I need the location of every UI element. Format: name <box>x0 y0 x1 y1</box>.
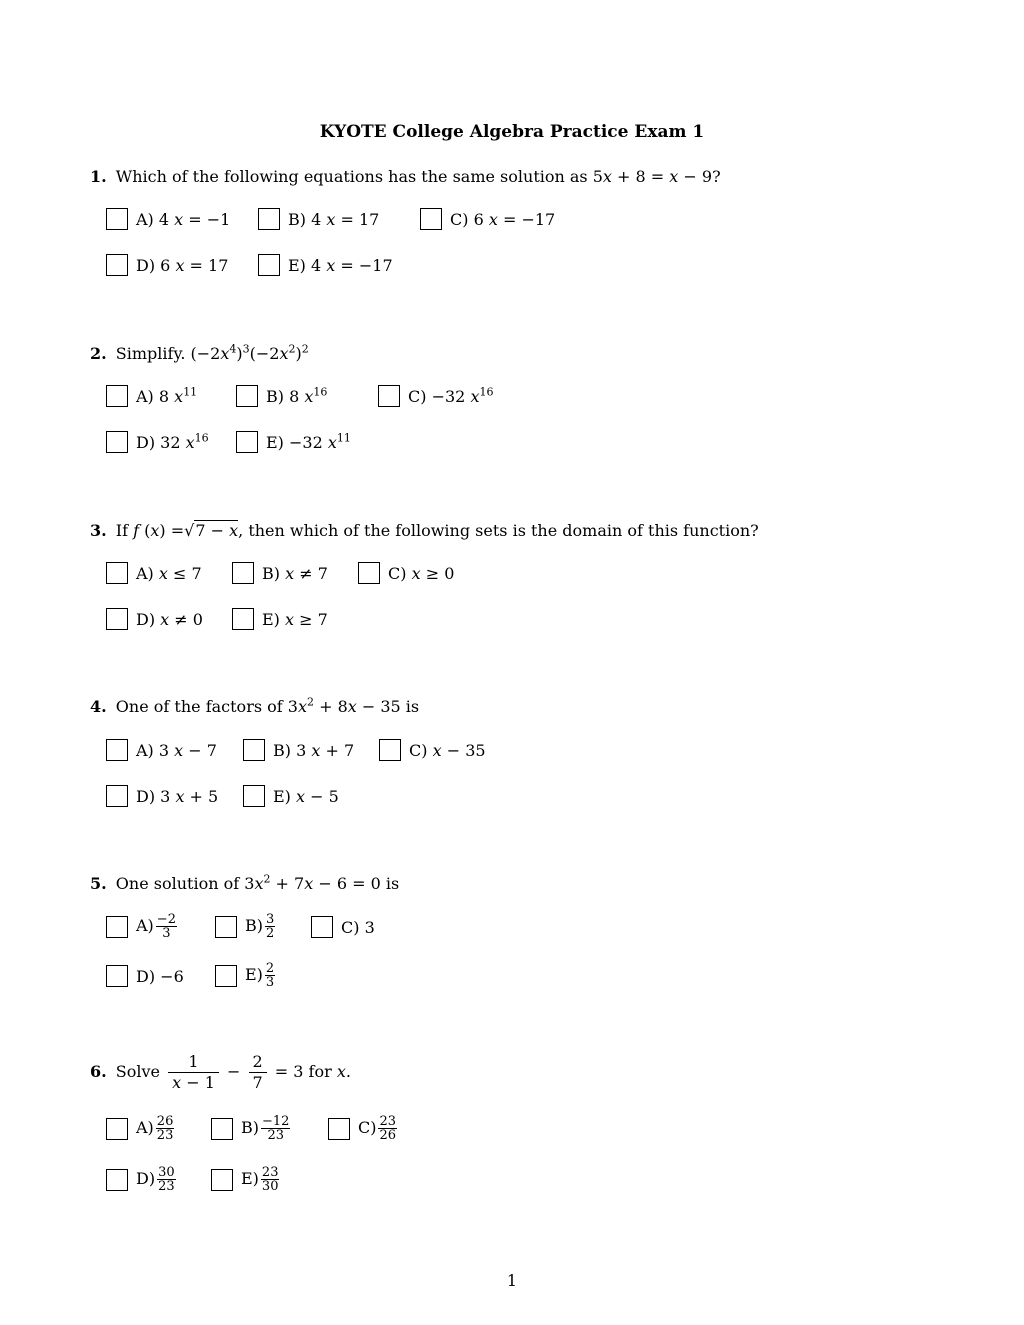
option-label: D) −6 <box>136 967 184 986</box>
option-label: E) $\frac{2}{3}$ <box>245 961 275 990</box>
answer-checkbox[interactable] <box>379 739 401 761</box>
answer-checkbox[interactable] <box>211 1169 233 1191</box>
question-number: 5. <box>90 874 107 893</box>
fraction: $\frac{23}{30}$ <box>261 1165 279 1194</box>
question-number: 6. <box>90 1062 107 1081</box>
answer-checkbox[interactable] <box>106 785 128 807</box>
answer-checkbox[interactable] <box>236 431 258 453</box>
option-label: A) 4 x = −1 <box>136 210 231 229</box>
answer-checkbox[interactable] <box>106 916 128 938</box>
option-label: A) x ≤ 7 <box>136 564 202 583</box>
prompt-text: + 8 = <box>611 167 670 186</box>
prompt-text: − 9? <box>678 167 721 186</box>
question-prompt: 5. One solution of $3x^2 + 7x - 6 = 0$ is <box>90 872 400 893</box>
prompt-var: x <box>669 167 679 186</box>
option-label: A) 8 $x^{11}$ <box>136 385 198 406</box>
answer-checkbox[interactable] <box>106 431 128 453</box>
fraction: $\frac{26}{23}$ <box>156 1114 174 1143</box>
answer-checkbox[interactable] <box>311 916 333 938</box>
answer-checkbox[interactable] <box>106 562 128 584</box>
option-label: B) $\frac{3}{2}$ <box>245 912 275 941</box>
option-label: A) 3 x − 7 <box>136 741 217 760</box>
answer-checkbox[interactable] <box>258 254 280 276</box>
question-prompt: 3. If f (x) =√7 − x, then which of the following sets is the domain of this function? <box>90 521 759 540</box>
page-title: KYOTE College Algebra Practice Exam 1 <box>319 122 705 142</box>
question-prompt: 4. One of the factors of $3x^2 + 8x - 35$ is <box>90 695 420 716</box>
option-label: D) 6 x = 17 <box>136 256 229 275</box>
answer-checkbox[interactable] <box>236 385 258 407</box>
answer-checkbox[interactable] <box>328 1118 350 1140</box>
fraction: $\frac{-2}{3}$ <box>156 912 176 941</box>
option-label: C) $\frac{23}{26}$ <box>358 1114 397 1143</box>
option-label: E) x − 5 <box>273 787 339 806</box>
option-label: E) $\frac{23}{30}$ <box>241 1165 279 1194</box>
prompt-text: Simplify. (−2 <box>115 344 221 363</box>
answer-checkbox[interactable] <box>258 208 280 230</box>
fraction: $\frac{1}{x - 1}$ <box>168 1052 219 1093</box>
answer-checkbox[interactable] <box>378 385 400 407</box>
answer-checkbox[interactable] <box>420 208 442 230</box>
option-label: A) $\frac{26}{23}$ <box>136 1114 174 1143</box>
answer-checkbox[interactable] <box>215 965 237 987</box>
option-label: B) 3 x + 7 <box>273 741 355 760</box>
answer-checkbox[interactable] <box>106 1118 128 1140</box>
fraction: $\frac{2}{3}$ <box>265 961 275 990</box>
answer-checkbox[interactable] <box>358 562 380 584</box>
question-number: 4. <box>90 697 107 716</box>
answer-checkbox[interactable] <box>106 608 128 630</box>
question-number: 1. <box>90 167 107 186</box>
fraction: $\frac{2}{7}$ <box>249 1052 267 1093</box>
answer-checkbox[interactable] <box>211 1118 233 1140</box>
option-label: E) 4 x = −17 <box>288 256 393 275</box>
option-label: C) 6 x = −17 <box>450 210 556 229</box>
option-label: E) x ≥ 7 <box>262 610 328 629</box>
prompt-text: Which of the following equations has the same solution as 5 <box>115 167 603 186</box>
option-label: E) −32 $x^{11}$ <box>266 431 351 452</box>
question-prompt: 2. Simplify. $(-2x^4)^3(-2x^2)^2$ <box>90 342 309 363</box>
fraction: $\frac{23}{26}$ <box>379 1114 397 1143</box>
answer-checkbox[interactable] <box>232 608 254 630</box>
option-label: D) $\frac{30}{23}$ <box>136 1165 175 1194</box>
answer-checkbox[interactable] <box>243 785 265 807</box>
option-label: B) 8 $x^{16}$ <box>266 385 328 406</box>
answer-checkbox[interactable] <box>232 562 254 584</box>
page-number: 1 <box>506 1271 518 1290</box>
question-prompt <box>90 166 721 188</box>
fraction: $\frac{-12}{23}$ <box>262 1114 290 1143</box>
fraction: $\frac{3}{2}$ <box>266 912 275 941</box>
question-number: 2. <box>90 344 107 363</box>
option-label: C) x ≥ 0 <box>388 564 455 583</box>
question-prompt: 6. Solve $\frac{1}{x - 1}$ − $\frac{2}{7}$ = 3 for x. <box>90 1052 351 1092</box>
option-label: A) $\frac{-2}{3}$ <box>136 912 176 941</box>
question-number: 3. <box>90 521 107 540</box>
answer-checkbox[interactable] <box>106 965 128 987</box>
answer-checkbox[interactable] <box>106 385 128 407</box>
answer-checkbox[interactable] <box>106 1169 128 1191</box>
option-label: C) 3 <box>341 918 375 937</box>
answer-checkbox[interactable] <box>215 916 237 938</box>
option-label: D) 32 $x^{16}$ <box>136 431 209 452</box>
answer-checkbox[interactable] <box>106 254 128 276</box>
prompt-var: x <box>602 167 612 186</box>
answer-checkbox[interactable] <box>243 739 265 761</box>
answer-checkbox[interactable] <box>106 208 128 230</box>
option-label: D) 3 x + 5 <box>136 787 219 806</box>
answer-checkbox[interactable] <box>106 739 128 761</box>
option-label: C) x − 35 <box>409 741 486 760</box>
fraction: $\frac{30}{23}$ <box>158 1165 175 1194</box>
option-label: B) $\frac{-12}{23}$ <box>241 1114 290 1143</box>
option-label: B) x ≠ 7 <box>262 564 328 583</box>
option-label: D) x ≠ 0 <box>136 610 203 629</box>
option-label: C) −32 $x^{16}$ <box>408 385 494 406</box>
option-label: B) 4 x = 17 <box>288 210 380 229</box>
